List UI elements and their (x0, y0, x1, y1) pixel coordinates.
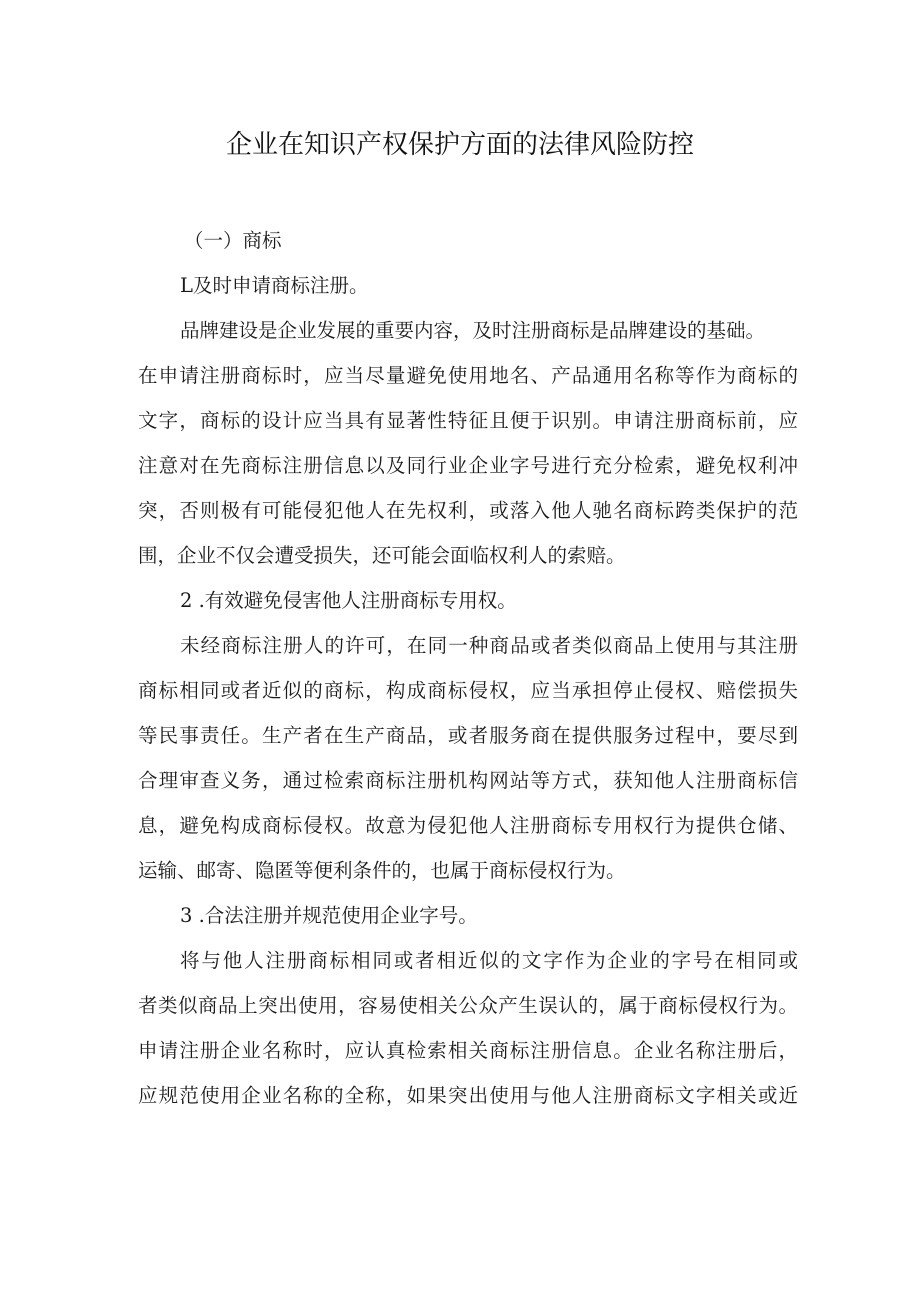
document-title: 企业在知识产权保护方面的法律风险防控 (225, 130, 694, 160)
para3-line-3: 申请注册企业名称时，应认真检索相关商标注册信息。企业名称注册后， (138, 1039, 798, 1062)
para2-line-3: 等民事责任。生产者在生产商品，或者服务商在提供服务过程中，要尽到 (138, 724, 798, 747)
item1-heading: L及时申请商标注册。 (180, 274, 369, 297)
para1-line-3: 文字，商标的设计应当具有显著性特征且便于识别。申请注册商标前，应 (138, 409, 798, 432)
para2-line-2: 商标相同或者近似的商标，构成商标侵权，应当承担停止侵权、赔偿损失 (138, 679, 798, 702)
para2-line-6: 运输、邮寄、隐匿等便利条件的，也属于商标侵权行为。 (138, 859, 626, 882)
para1-line-2: 在申请注册商标时，应当尽量避免使用地名、产品通用名称等作为商标的 (138, 364, 798, 387)
para3-line-1: 将与他人注册商标相同或者相近似的文字作为企业的字号在相同或 (180, 949, 798, 972)
para1-line-5: 突，否则极有可能侵犯他人在先权利，或落入他人驰名商标跨类保护的范 (138, 499, 798, 522)
item2-heading: 2 .有效避免侵害他人注册商标专用权。 (180, 589, 517, 612)
para1-line-4: 注意对在先商标注册信息以及同行业企业字号进行充分检索，避免权利冲 (138, 454, 798, 477)
para3-line-2: 者类似商品上突出使用，容易使相关公众产生误认的，属于商标侵权行为。 (138, 994, 798, 1017)
para3-line-4: 应规范使用企业名称的全称，如果突出使用与他人注册商标文字相关或近 (138, 1084, 798, 1107)
para2-line-4: 合理审查义务，通过检索商标注册机构网站等方式，获知他人注册商标信 (138, 769, 798, 792)
section-heading: （一）商标 (184, 229, 282, 252)
item3-heading: 3 .合法注册并规范使用企业字号。 (180, 904, 478, 927)
para1-line-1: 品牌建设是企业发展的重要内容，及时注册商标是品牌建设的基础。 (180, 319, 766, 342)
para1-line-6: 围，企业不仅会遭受损失，还可能会面临权利人的索赔。 (138, 544, 626, 567)
para2-line-5: 息，避免构成商标侵权。故意为侵犯他人注册商标专用权行为提供仓储、 (138, 814, 798, 837)
para2-line-1: 未经商标注册人的许可，在同一种商品或者类似商品上使用与其注册 (180, 634, 798, 657)
